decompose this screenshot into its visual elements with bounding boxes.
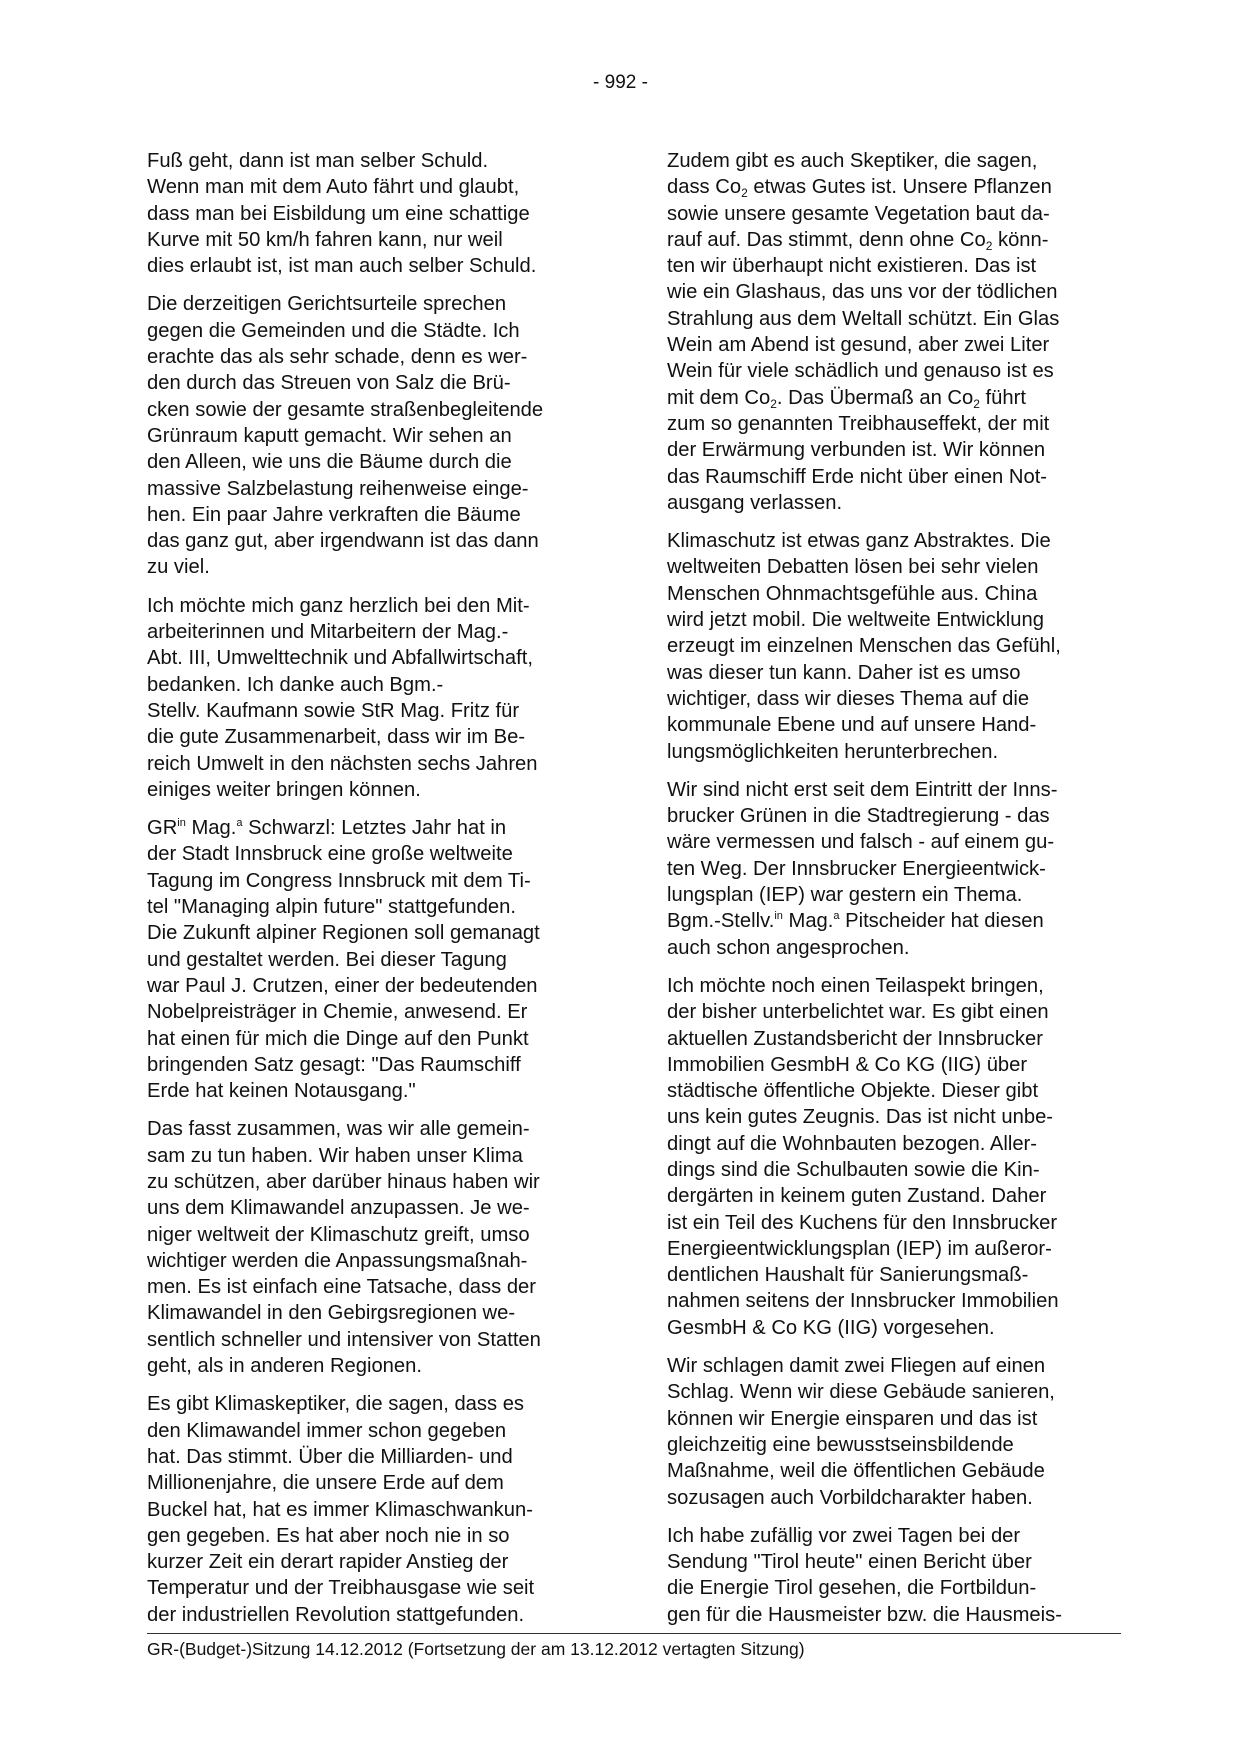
text-line: Kurve mit 50 km/h fahren kann, nur weil	[147, 228, 503, 251]
text-line: Energieentwicklungsplan (IEP) im außeror-	[667, 1237, 1052, 1260]
text-line: die Energie Tirol gesehen, die Fortbildun-	[667, 1577, 1037, 1600]
text-line: Maßnahme, weil die öffentlichen Gebäude	[667, 1460, 1045, 1483]
paragraph	[667, 528, 1139, 765]
text-line: städtische öffentliche Objekte. Dieser gibt	[667, 1080, 1039, 1103]
text-line: hen. Ein paar Jahre verkraften die Bäume	[147, 503, 521, 526]
text-line: gegen die Gemeinden und die Städte. Ich	[147, 319, 520, 342]
text-line: der Stadt Innsbruck eine große weltweite	[147, 843, 513, 866]
text-line: wäre vermessen und falsch - auf einem gu-	[667, 831, 1055, 854]
text-line: Wenn man mit dem Auto fährt und glaubt,	[147, 176, 520, 199]
text-line: Erde hat keinen Notausgang."	[147, 1080, 416, 1103]
text-line: erachte das als sehr schade, denn es wer-	[147, 346, 528, 369]
text-line: gleichzeitig eine bewusstseinsbildende	[667, 1433, 1014, 1456]
text-line: Stellv. Kaufmann sowie StR Mag. Fritz für	[147, 699, 520, 722]
text-line: Sendung "Tirol heute" einen Bericht über	[667, 1551, 1032, 1574]
text-line: können wir Energie einsparen und das ist	[667, 1407, 1038, 1430]
left-column	[147, 148, 619, 1640]
text-line: Es gibt Klimaskeptiker, die sagen, dass es	[147, 1393, 525, 1416]
text-line: ten Weg. Der Innsbrucker Energieentwick-	[667, 857, 1046, 880]
text-line: Die Zukunft alpiner Regionen soll gemanagt	[147, 922, 540, 945]
text-line: der bisher unterbelichtet war. Es gibt einen	[667, 1001, 1049, 1024]
paragraph	[147, 148, 619, 279]
text-line: Millionenjahre, die unsere Erde auf dem	[147, 1472, 504, 1495]
text-line: Menschen Ohnmachtsgefühle aus. China	[667, 582, 1038, 605]
text-line: das ganz gut, aber irgendwann ist das dann	[147, 530, 539, 553]
footer-divider	[147, 1633, 1121, 1634]
text-line: Wir schlagen damit zwei Fliegen auf einen	[667, 1355, 1046, 1378]
text-line: Klimaschutz ist etwas ganz Abstraktes. Die	[667, 530, 1051, 553]
text-line: Temperatur und der Treibhausgase wie seit	[147, 1577, 535, 1600]
text-line: uns kein gutes Zeugnis. Das ist nicht unbe-	[667, 1106, 1054, 1129]
text-line: der Erwärmung verbunden ist. Wir können	[667, 439, 1046, 462]
text-line: cken sowie der gesamte straßenbegleitende	[147, 398, 544, 421]
text-line: sozusagen auch Vorbildcharakter haben.	[667, 1486, 1033, 1509]
text-line: arbeiterinnen und Mitarbeitern der Mag.-	[147, 621, 509, 644]
paragraph	[667, 1353, 1139, 1511]
text-line: Grünraum kaputt gemacht. Wir sehen an	[147, 424, 512, 447]
text-line: dings sind die Schulbauten sowie die Kin-	[667, 1158, 1040, 1181]
paragraph	[667, 148, 1139, 516]
text-line: wie ein Glashaus, das uns vor der tödlichen	[667, 281, 1058, 304]
text-line: Buckel hat, hat es immer Klimaschwankun-	[147, 1498, 533, 1521]
text-line: sam zu tun haben. Wir haben unser Klima	[147, 1144, 523, 1167]
text-line: kurzer Zeit ein derart rapider Anstieg der	[147, 1551, 509, 1574]
text-line: gen gegeben. Es hat aber noch nie in so	[147, 1524, 510, 1547]
text-line: men. Es ist einfach eine Tatsache, dass der	[147, 1276, 537, 1299]
text-line: dingt auf die Wohnbauten bezogen. Aller-	[667, 1132, 1037, 1155]
text-line: GesmbH & Co KG (IIG) vorgesehen.	[667, 1316, 995, 1339]
paragraph	[147, 1116, 619, 1379]
text-line: Wein am Abend ist gesund, aber zwei Liter	[667, 334, 1050, 357]
text-line: das Raumschiff Erde nicht über einen Not-	[667, 465, 1048, 488]
text-line: hat einen für mich die Dinge auf den Punkt	[147, 1027, 529, 1050]
text-line: zu schützen, aber darüber hinaus haben wir	[147, 1170, 540, 1193]
text-line: bringenden Satz gesagt: "Das Raumschiff	[147, 1053, 521, 1076]
text-line: dentlichen Haushalt für Sanierungsmaß-	[667, 1264, 1029, 1287]
paragraph	[147, 291, 619, 580]
text-line: war Paul J. Crutzen, einer der bedeutenden	[147, 974, 538, 997]
text-line: rauf auf. Das stimmt, denn ohne $Co_2$ könn-	[667, 228, 1049, 253]
paragraph	[147, 593, 619, 803]
paragraph	[667, 973, 1139, 1341]
text-line: zu viel.	[147, 556, 210, 579]
text-line: zum so genannten Treibhauseffekt, der mit	[667, 412, 1050, 435]
text-line: dass $Co_2$ etwas Gutes ist. Unsere Pflanzen	[667, 176, 1052, 201]
text-line: niger weltweit der Klimaschutz greift, umso	[147, 1223, 530, 1246]
text-line: wichtiger werden die Anpassungsmaßnah-	[147, 1249, 528, 1272]
text-line: Die derzeitigen Gerichtsurteile sprechen	[147, 293, 507, 316]
text-line: lungsmöglichkeiten herunterbrechen.	[667, 740, 999, 763]
right-column	[667, 148, 1139, 1640]
text-line: Nobelpreisträger in Chemie, anwesend. Er	[147, 1001, 528, 1024]
text-line: was dieser tun kann. Daher ist es umso	[667, 661, 1021, 684]
text-line: dass man bei Eisbildung um eine schattige	[147, 202, 530, 225]
text-line: massive Salzbelastung reihenweise einge-	[147, 477, 529, 500]
text-line: Abt. III, Umwelttechnik und Abfallwirtschaft,	[147, 647, 533, 670]
paragraph	[667, 1523, 1139, 1628]
text-line: Ich möchte noch einen Teilaspekt bringen,	[667, 974, 1044, 997]
paragraph	[147, 815, 619, 1104]
text-line: wird jetzt mobil. Die weltweite Entwicklung	[667, 609, 1044, 632]
text-line: der industriellen Revolution stattgefunden.	[147, 1603, 525, 1626]
text-line: Immobilien GesmbH & Co KG (IIG) über	[667, 1053, 1028, 1076]
text-line: bedanken. Ich danke auch Bgm.-	[147, 673, 444, 696]
text-line: geht, als in anderen Regionen.	[147, 1355, 422, 1378]
text-line: Das fasst zusammen, was wir alle gemein-	[147, 1118, 530, 1141]
text-line: sentlich schneller und intensiver von Statten	[147, 1328, 541, 1351]
text-line: $GR^{in}$ Mag.$^a$ Schwarzl: Letztes Jahr hat in	[147, 817, 507, 840]
text-line: sowie unsere gesamte Vegetation baut da-	[667, 202, 1050, 225]
text-line: Wir sind nicht erst seit dem Eintritt der Inns-	[667, 778, 1058, 801]
text-line: Schlag. Wenn wir diese Gebäude sanieren,	[667, 1381, 1055, 1404]
text-line: dies erlaubt ist, ist man auch selber Schuld.	[147, 255, 537, 278]
text-line: Wein für viele schädlich und genauso ist es	[667, 360, 1054, 383]
text-line: Fuß geht, dann ist man selber Schuld.	[147, 150, 489, 172]
text-line: Zudem gibt es auch Skeptiker, die sagen,	[667, 150, 1038, 172]
text-line: hat. Das stimmt. Über die Milliarden- und	[147, 1445, 513, 1468]
text-line: Strahlung aus dem Weltall schützt. Ein Glas	[667, 307, 1060, 330]
text-line: mit dem $Co_2$. Das Übermaß an $Co_2$ führt	[667, 386, 1026, 411]
text-line: Tagung im Congress Innsbruck mit dem Ti-	[147, 869, 531, 892]
text-line: tel "Managing alpin future" stattgefunden.	[147, 896, 516, 919]
text-line: aktuellen Zustandsbericht der Innsbrucker	[667, 1027, 1043, 1050]
text-line: auch schon angesprochen.	[667, 936, 910, 959]
paragraph	[147, 1391, 619, 1628]
text-line: wichtiger, dass wir dieses Thema auf die	[667, 687, 1030, 710]
text-line: uns dem Klimawandel anzupassen. Je we-	[147, 1197, 530, 1220]
text-line: die gute Zusammenarbeit, dass wir im Be-	[147, 726, 526, 749]
text-line: Klimawandel in den Gebirgsregionen we-	[147, 1302, 516, 1325]
text-line: ist ein Teil des Kuchens für den Innsbrucker	[667, 1211, 1058, 1234]
text-line: den durch das Streuen von Salz die Brü-	[147, 372, 511, 395]
text-line: ausgang verlassen.	[667, 491, 843, 514]
text-line: einiges weiter bringen können.	[147, 778, 421, 801]
text-line: und gestaltet werden. Bei dieser Tagung	[147, 948, 507, 971]
text-line: kommunale Ebene und auf unsere Hand-	[667, 714, 1037, 737]
text-line: gen für die Hausmeister bzw. die Hausmeis-	[667, 1603, 1062, 1626]
text-line: dergärten in keinem guten Zustand. Daher	[667, 1185, 1047, 1208]
text-line: ten wir überhaupt nicht existieren. Das ist	[667, 255, 1037, 278]
text-line: weltweiten Debatten lösen bei sehr vielen	[667, 556, 1039, 579]
text-line: lungsplan (IEP) war gestern ein Thema.	[667, 884, 1023, 907]
text-line: nahmen seitens der Innsbrucker Immobilien	[667, 1290, 1059, 1313]
text-line: Ich möchte mich ganz herzlich bei den Mit-	[147, 594, 530, 617]
page-number: - 992 -	[593, 72, 648, 93]
text-line: Bgm.-Stellv.$^{in}$ Mag.$^a$ Pitscheider hat diesen	[667, 910, 1044, 933]
paragraph	[667, 777, 1139, 961]
text-line: reich Umwelt in den nächsten sechs Jahren	[147, 752, 538, 775]
text-line: brucker Grünen in die Stadtregierung - das	[667, 805, 1050, 828]
text-line: erzeugt im einzelnen Menschen das Gefühl,	[667, 635, 1061, 658]
text-line: Ich habe zufällig vor zwei Tagen bei der	[667, 1524, 1021, 1547]
text-line: den Alleen, wie uns die Bäume durch die	[147, 451, 512, 474]
text-line: den Klimawandel immer schon gegeben	[147, 1419, 507, 1442]
footer-session-info: GR-(Budget-)Sitzung 14.12.2012 (Fortsetzung der am 13.12.2012 vertagten Sitzung)	[147, 1639, 805, 1659]
